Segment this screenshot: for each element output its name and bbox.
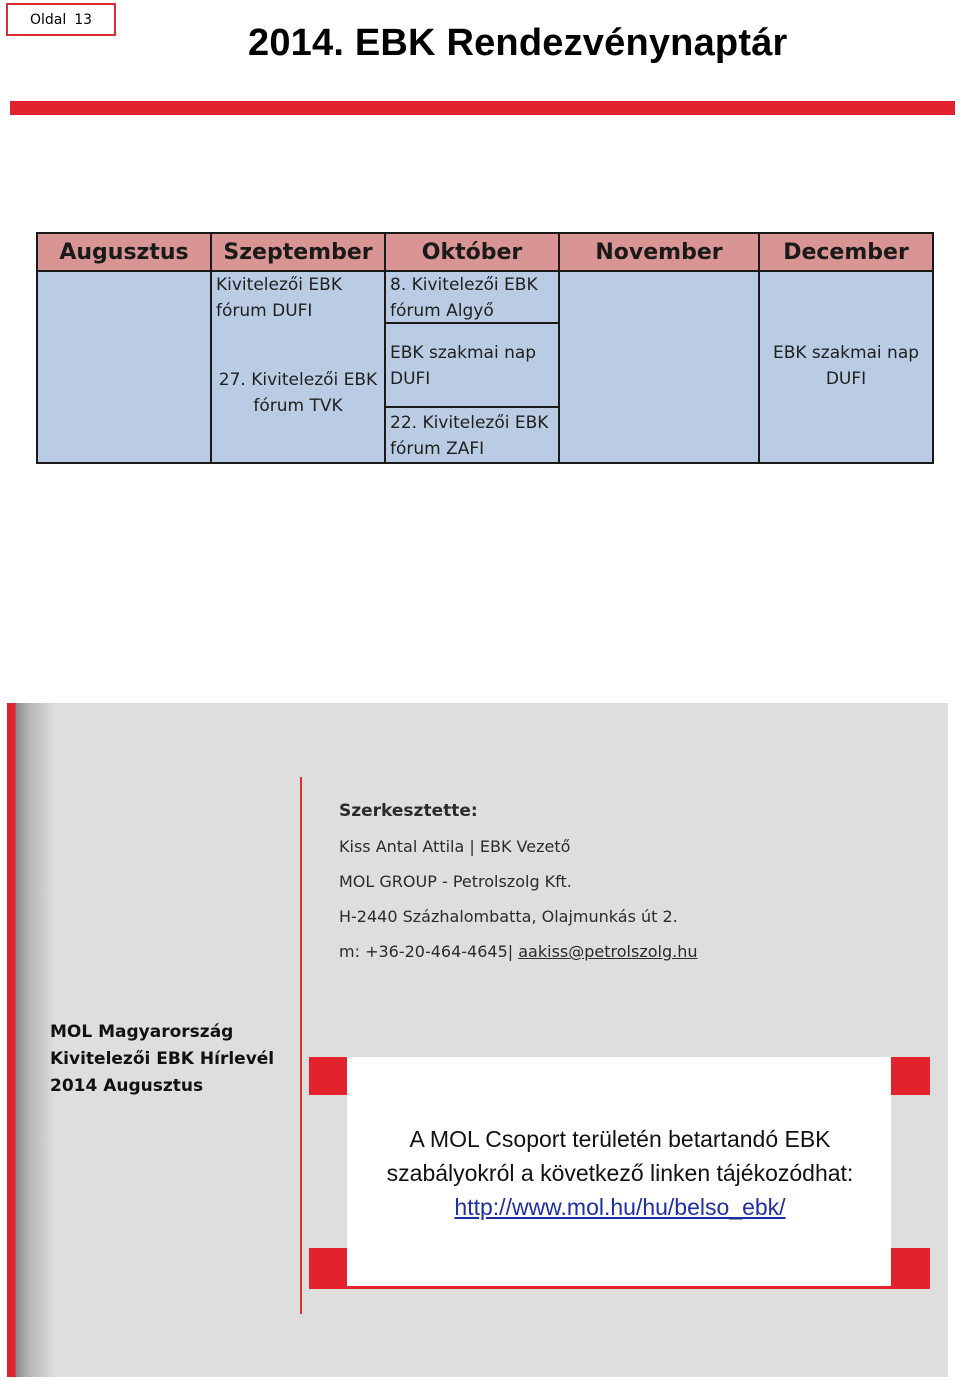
event-october-zafi-forum: 22. Kivitelezői EBK fórum ZAFI bbox=[390, 413, 549, 459]
newsletter-org: MOL Magyarország bbox=[50, 1022, 234, 1042]
calendar-header-row bbox=[38, 234, 932, 272]
page-number-box bbox=[6, 3, 116, 36]
editor-company: MOL GROUP - Petrolszolg Kft. bbox=[339, 872, 572, 891]
month-header-october: Október bbox=[386, 234, 560, 270]
page-number: 13 bbox=[74, 11, 93, 28]
link-box-line-1: A MOL Csoport területén betartandó EBK bbox=[409, 1126, 831, 1152]
column-divider bbox=[558, 234, 560, 462]
editor-phone: m: +36-20-464-4645| bbox=[339, 942, 514, 961]
editor-info bbox=[339, 801, 697, 975]
editor-address: H-2440 Százhalombatta, Olajmunkás út 2. bbox=[339, 907, 678, 926]
cell-divider bbox=[386, 406, 558, 408]
month-header-november: November bbox=[560, 234, 760, 270]
editor-contact bbox=[339, 940, 697, 975]
event-october-professional-day: EBK szakmai nap DUFI bbox=[390, 343, 537, 389]
ebk-rules-link[interactable]: http://www.mol.hu/hu/belso_ebk/ bbox=[454, 1194, 786, 1220]
column-divider bbox=[384, 234, 386, 462]
link-box-line-2: szabályokról a következő linken tájékozódhat: bbox=[386, 1160, 854, 1186]
header-divider bbox=[10, 101, 955, 115]
editor-name: Kiss Antal Attila | EBK Vezető bbox=[339, 837, 571, 856]
link-box-text bbox=[340, 1122, 900, 1224]
newsletter-issue: 2014 Augusztus bbox=[50, 1076, 204, 1096]
month-header-december: December bbox=[783, 240, 909, 265]
page-label: Oldal bbox=[29, 11, 67, 28]
event-september-tvk-forum: 27. Kivitelezői EBK fórum TVK bbox=[218, 370, 378, 416]
footer-vertical-divider bbox=[300, 777, 302, 1314]
event-september-dufi-forum: Kivitelezői EBK fórum DUFI bbox=[216, 275, 342, 321]
newsletter-name: Kivitelezői EBK Hírlevél bbox=[50, 1049, 275, 1069]
event-december-professional-day: EBK szakmai nap DUFI bbox=[772, 343, 920, 389]
page-title: 2014. EBK Rendezvénynaptár bbox=[248, 22, 788, 64]
event-october-algyo-forum: 8. Kivitelezői EBK fórum Algyő bbox=[390, 275, 538, 321]
month-header-september: Szeptember bbox=[212, 234, 386, 270]
editor-email-link[interactable]: aakiss@petrolszolg.hu bbox=[518, 942, 698, 961]
event-calendar-table bbox=[36, 232, 934, 464]
column-divider bbox=[210, 234, 212, 462]
footer-panel-edge bbox=[7, 703, 55, 1377]
editor-label: Szerkesztette: bbox=[339, 801, 478, 821]
month-header-august: Augusztus bbox=[38, 234, 212, 270]
newsletter-info bbox=[50, 1019, 274, 1100]
